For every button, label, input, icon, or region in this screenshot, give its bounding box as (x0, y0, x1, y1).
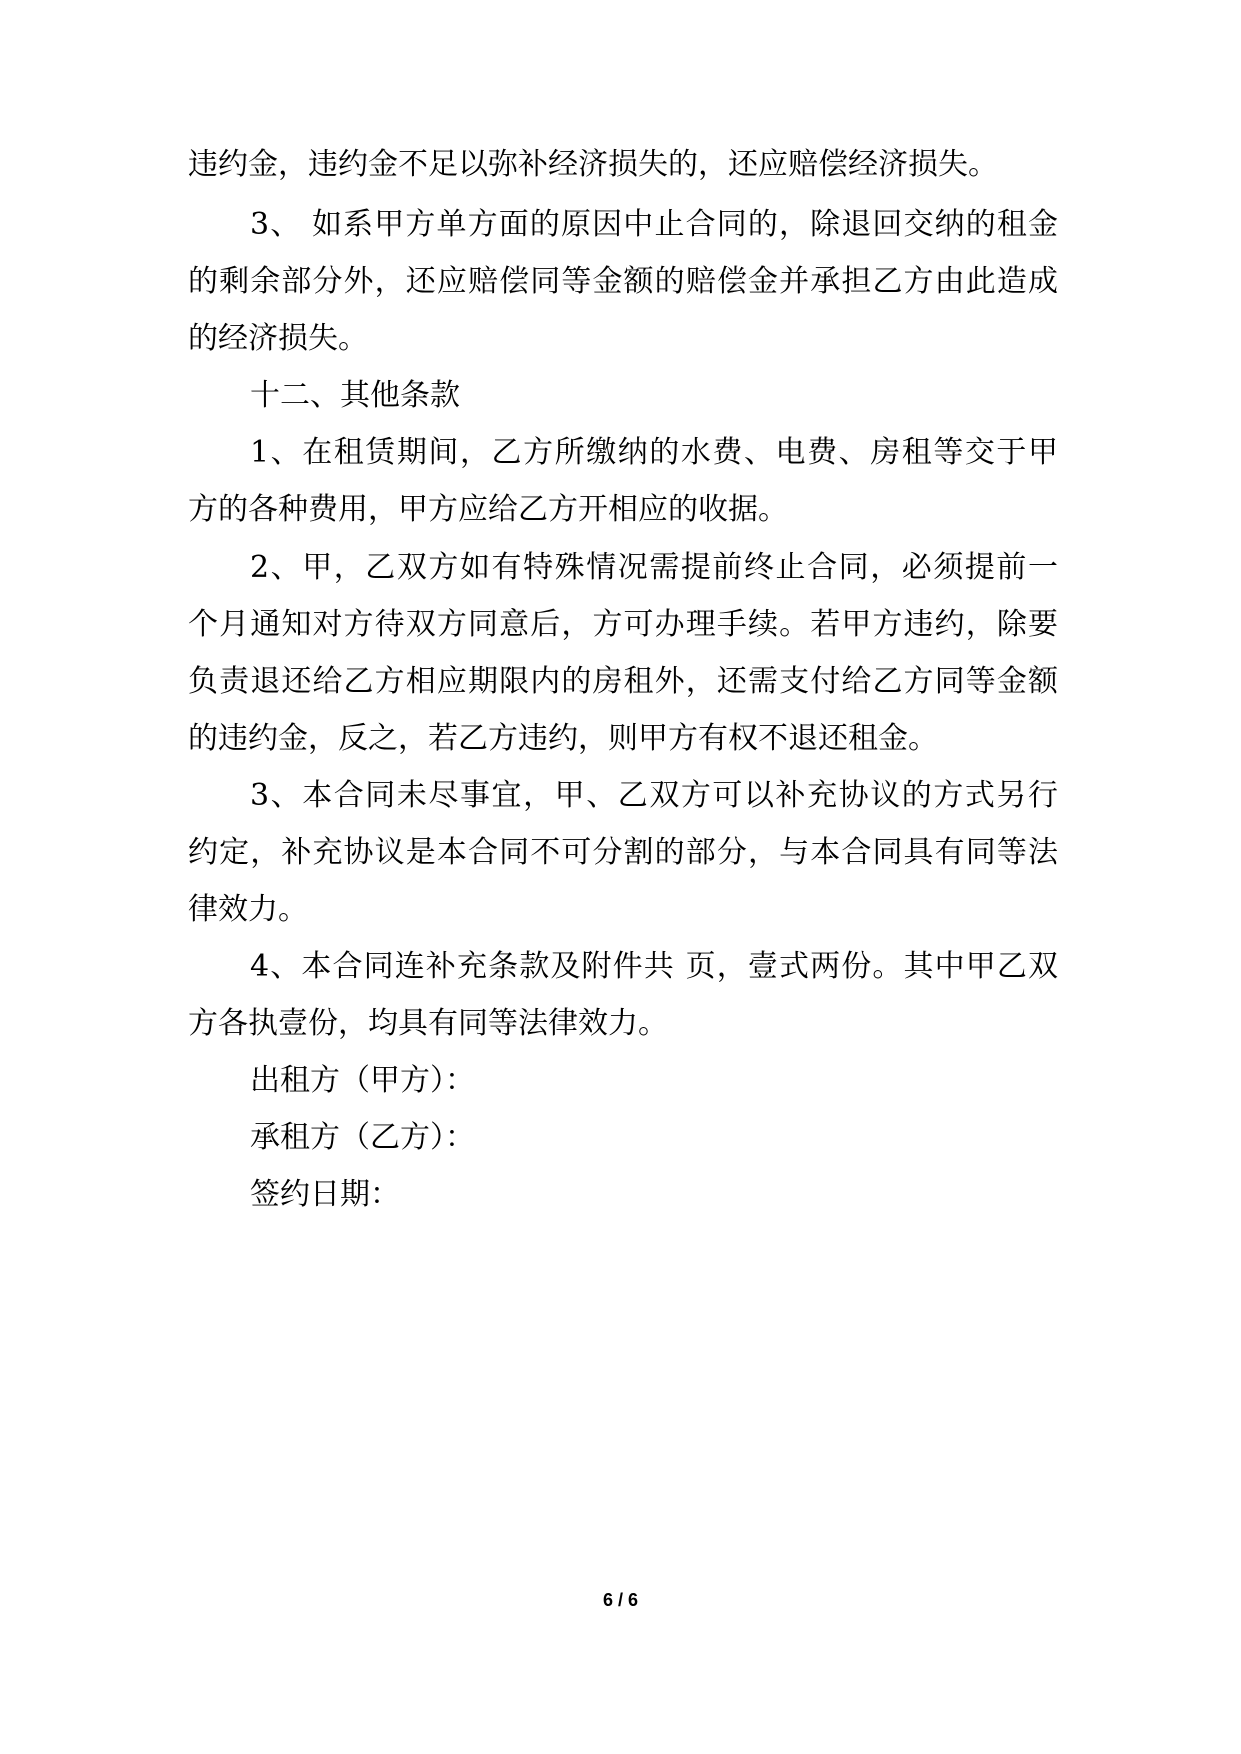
text-line: 1、在租赁期间，乙方所缴纳的水费、电费、房租等交于甲 (250, 435, 1058, 470)
text-line: 律效力。 (188, 892, 308, 927)
signing-date-label: 签约日期： (250, 1177, 400, 1212)
text-line: 2、甲，乙双方如有特殊情况需提前终止合同，必须提前一 (250, 550, 1058, 585)
text-line: 的经济损失。 (188, 321, 368, 356)
text-line: 个月通知对方待双方同意后，方可办理手续。若甲方违约，除要 (188, 607, 1058, 642)
text-line: 约定，补充协议是本合同不可分割的部分，与本合同具有同等法 (188, 835, 1058, 870)
text-line: 负责退还给乙方相应期限内的房租外，还需支付给乙方同等金额 (188, 664, 1058, 699)
text-line: 的违约金，反之，若乙方违约，则甲方有权不退还租金。 (188, 721, 938, 756)
lessor-signature-label: 出租方（甲方）： (250, 1063, 475, 1098)
lessee-signature-label: 承租方（乙方）： (250, 1120, 475, 1155)
page-number: 6 / 6 (602, 1590, 639, 1610)
section-heading: 十二、其他条款 (250, 378, 460, 413)
text-line: 3、 如系甲方单方面的原因中止合同的，除退回交纳的租金 (250, 207, 1058, 242)
text-line: 的剩余部分外，还应赔偿同等金额的赔偿金并承担乙方由此造成 (188, 264, 1058, 299)
text-line: 4、本合同连补充条款及附件共 页，壹式两份。其中甲乙双 (250, 949, 1058, 984)
text-line: 方的各种费用，甲方应给乙方开相应的收据。 (188, 492, 788, 527)
text-line: 违约金，违约金不足以弥补经济损失的，还应赔偿经济损失。 (188, 147, 998, 182)
text-line: 方各执壹份，均具有同等法律效力。 (188, 1006, 668, 1041)
text-line: 3、本合同未尽事宜，甲、乙双方可以补充协议的方式另行 (250, 778, 1058, 813)
